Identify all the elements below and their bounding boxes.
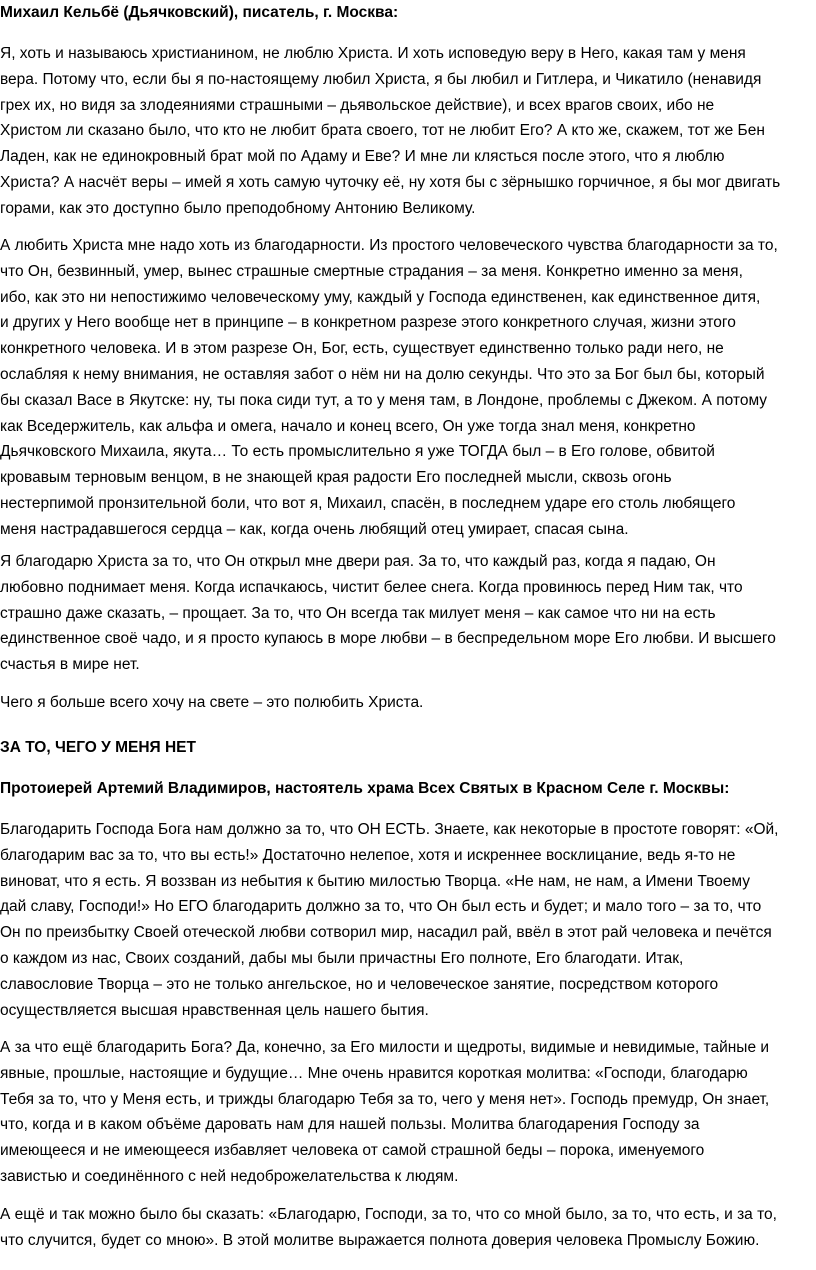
text-line: А ещё и так можно было бы сказать: «Благодарю, Господи, за то, что со мной было, за то, что есть, и за то, — [0, 1206, 777, 1223]
paragraph-2 — [0, 233, 778, 543]
text-line: завистью и соединённого с ней недоброжелательства к людям. — [0, 1167, 459, 1185]
text-line: Он по преизбытку Своей отеческой любви сотворил мир, насадил рай, ввёл в этот рай человека и печётся — [0, 924, 772, 942]
text-line: Христом ли сказано было, что кто не любит брата своего, тот не любит Его? А кто же, скажем, тот же Бен — [0, 122, 765, 140]
text-line: Протоиерей Артемий Владимиров, настоятель храма Всех Святых в Красном Селе г. Москвы: — [0, 780, 730, 797]
text-line: о каждом из нас, Своих созданий, дабы мы были причастны Его полноте, Его благодати. Итак, — [0, 949, 684, 967]
text-line: дай славу, Господи!» Но ЕГО благодарить должно за то, что Он был есть и будет; и мало того – за то, что — [0, 898, 762, 916]
text-line: Ладен, как не единокровный брат мой по Адаму и Еве? И мне ли клясться после этого, что я люблю — [0, 148, 725, 166]
text-line: благодарим вас за то, что вы есть!» Достаточно нелепое, хотя и искреннее восклицание, ведь я-то не — [0, 846, 736, 864]
paragraph-4 — [0, 690, 423, 716]
author-heading-1 — [0, 0, 398, 26]
text-line: кровавым терновым венцом, в не знающей края радости Его последней мысли, сквозь огонь — [0, 469, 672, 487]
text-line: конкретного человека. И в этом разрезе Он, Бог, есть, существует единственно только ради него, не — [0, 340, 724, 358]
text-line: Я благодарю Христа за то, что Он открыл мне двери рая. За то, что каждый раз, когда я падаю, Он — [0, 553, 716, 570]
text-line: горами, как это доступно было преподобному Антонию Великому. — [0, 199, 476, 217]
text-line: как Вседержитель, как альфа и омега, начало и конец всего, Он уже тогда знал меня, конкретно — [0, 417, 696, 435]
text-line: славословие Творца – это не только ангельское, но и человеческое занятие, посредством которого — [0, 975, 719, 993]
paragraph-6 — [0, 1035, 769, 1190]
text-line: Чего я больше всего хочу на свете – это полюбить Христа. — [0, 694, 424, 711]
text-line: бы сказал Васе в Якутске: ну, ты пока сиди тут, а то у меня там, в Лондоне, проблемы с Джеком. А потому — [0, 391, 768, 409]
text-line: А за что ещё благодарить Бога? Да, конечно, за Его милости и щедроты, видимые и невидимые, тайные и — [0, 1039, 770, 1056]
text-line: счастья в мире нет. — [0, 656, 140, 674]
text-line: Я, хоть и называюсь христианином, не люблю Христа. И хоть исповедую веру в Него, какая там у меня — [0, 45, 746, 62]
text-line: Благодарить Господа Бога нам должно за то, что ОН ЕСТЬ. Знаете, как некоторые в простоте говорят: «Ой, — [0, 821, 779, 838]
text-line: что Он, безвинный, умер, вынес страшные смертные страдания – за меня. Конкретно именно за меня, — [0, 262, 743, 280]
text-line: осуществляется высшая нравственная цель нашего бытия. — [0, 1001, 429, 1019]
text-line: любовно поднимает меня. Когда испачкаюсь, чистит белее снега. Когда провинюсь перед Ним так, что — [0, 578, 743, 596]
text-line: страшно даже сказать, – прощает. За то, что Он всегда так милует меня – как самое что ни на есть — [0, 604, 716, 622]
paragraph-7 — [0, 1202, 777, 1254]
author-heading-2 — [0, 776, 729, 802]
paragraph-3 — [0, 549, 776, 678]
text-line: что случится, будет со мною». В этой молитве выражается полнота доверия человека Промыслу Божию. — [0, 1231, 760, 1249]
text-line: и других у Него вообще нет в принципе – в конкретном разрезе этого конкретного случая, жизни этого — [0, 314, 736, 332]
text-line: Михаил Кельбё (Дьячковский), писатель, г. Москва: — [0, 4, 399, 21]
section-heading — [0, 735, 196, 761]
text-line: ослабляя к нему внимания, не оставляя забот о нём ни на долю секунды. Что это за Бог был бы, который — [0, 365, 765, 383]
text-line: вера. Потому что, если бы я по-настоящему любил Христа, я бы любил и Гитлера, и Чикатило (ненавидя — [0, 70, 762, 88]
text-line: ЗА ТО, ЧЕГО У МЕНЯ НЕТ — [0, 739, 196, 756]
text-line: явные, прошлые, настоящие и будущие… Мне очень нравится короткая молитва: «Господи, благодарю — [0, 1064, 748, 1082]
text-line: что, когда и в каком объёме даровать нам для нашей пользы. Молитва благодарения Господу за — [0, 1116, 700, 1134]
text-line: нестерпимой пронзительной боли, что вот я, Михаил, спасён, в последнем ударе его столь любящего — [0, 494, 736, 512]
text-line: Христа? А насчёт веры – имей я хоть самую чуточку её, ну хотя бы с зёрнышко горчичное, я бы мог двигать — [0, 173, 781, 191]
paragraph-5 — [0, 817, 778, 1023]
text-line: ибо, как это ни непостижимо человеческому уму, каждый у Господа единственен, как единственное дитя, — [0, 288, 761, 306]
text-line: Тебя за то, что у Меня есть, и трижды благодарю Тебя за то, чего у меня нет». Господь премудр, Он знает, — [0, 1090, 770, 1108]
text-line: меня настрадавшегося сердца – как, когда очень любящий отец умирает, спасая сына. — [0, 520, 629, 538]
text-line: единственное своё чадо, и я просто купаюсь в море любви – в беспредельном море Его любви. И высшего — [0, 630, 776, 648]
text-line: виноват, что я есть. Я воззван из небытия к бытию милостью Творца. «Не нам, не нам, а Имени Твоему — [0, 872, 751, 890]
text-line: грех их, но видя за злодеяниями страшными – дьявольское действие), и всех врагов своих, ибо не — [0, 96, 715, 114]
paragraph-1 — [0, 41, 780, 222]
text-line: Дьячковского Михаила, якута… То есть промыслительно я уже ТОГДА был – в Его голове, обвитой — [0, 443, 715, 461]
text-line: имеющееся и не имеющееся избавляет человека от самой страшной беды – порока, именуемого — [0, 1142, 705, 1160]
text-line: А любить Христа мне надо хоть из благодарности. Из простого человеческого чувства благодарности за то, — [0, 237, 778, 254]
